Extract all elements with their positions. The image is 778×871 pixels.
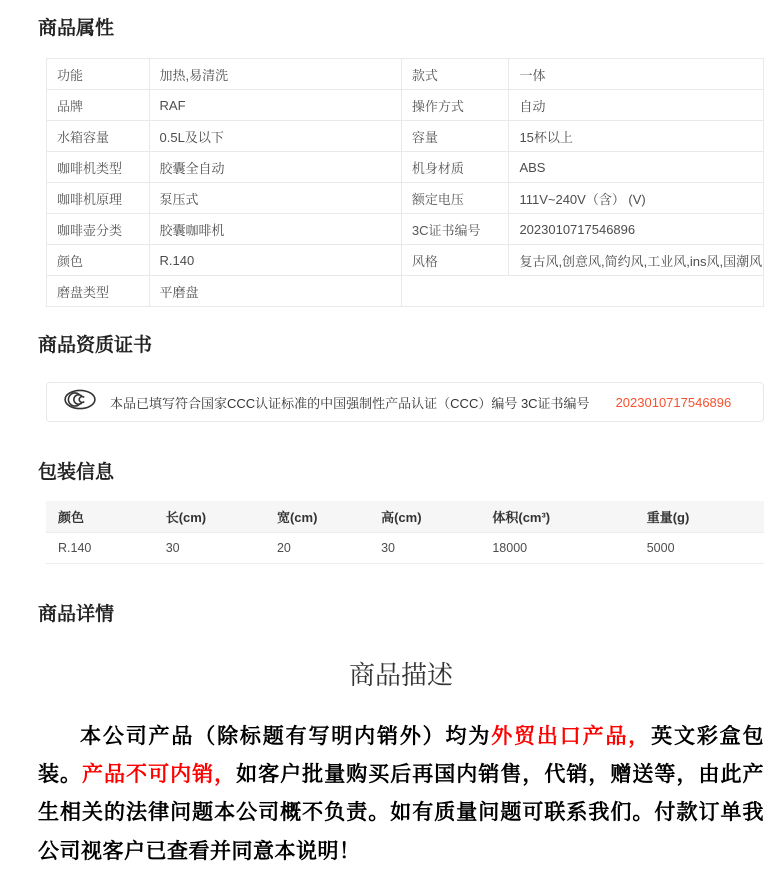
disclaimer-paragraph <box>38 718 764 871</box>
pack-cell-width: 20 <box>265 533 369 564</box>
attr-value: 胶囊全自动 <box>149 152 401 183</box>
attr-label: 咖啡机类型 <box>47 152 150 183</box>
attr-label: 品牌 <box>47 90 150 121</box>
attr-value: 泵压式 <box>149 183 401 214</box>
attr-value: 复古风,创意风,简约风,工业风,ins风,国潮风 <box>509 245 764 276</box>
attr-value: 自动 <box>509 90 764 121</box>
certificate-text: 本品已填写符合国家CCC认证标准的中国强制性产品认证（CCC）编号 3C证书编号 <box>110 395 590 411</box>
pack-cell-color: R.140 <box>46 533 154 564</box>
attr-value: 平磨盘 <box>149 276 401 307</box>
attr-label: 功能 <box>47 59 150 90</box>
column-header: 重量(g) <box>635 501 764 533</box>
column-header: 体积(cm³) <box>480 501 634 533</box>
certificate-card <box>46 382 764 422</box>
packaging-section-title: 包装信息 <box>38 462 115 483</box>
attr-label: 磨盘类型 <box>47 276 150 307</box>
disclaimer-text: 如客户批量购买后再国内销售，代销，赠送等，由此产生相关的法律问题本公司概不负责。如有质量问题可联系我们。付款订单我公司视客户已查看并同意本说明！ <box>38 763 764 863</box>
attr-label: 风格 <box>401 245 509 276</box>
table-row <box>47 152 764 183</box>
column-header: 长(cm) <box>154 501 265 533</box>
column-header: 高(cm) <box>369 501 480 533</box>
attributes-table <box>46 58 764 307</box>
attr-value: 2023010717546896 <box>509 214 764 245</box>
pack-cell-height: 30 <box>369 533 480 564</box>
attr-label: 颜色 <box>47 245 150 276</box>
table-row <box>47 121 764 152</box>
disclaimer-text: 本公司产品（除标题有写明内销外）均为 <box>80 725 492 748</box>
column-header: 颜色 <box>46 501 154 533</box>
packaging-table <box>46 501 764 564</box>
table-row <box>47 276 764 307</box>
description-heading: 商品描述 <box>348 660 453 690</box>
attr-value: RAF <box>149 90 401 121</box>
attr-value: 15杯以上 <box>509 121 764 152</box>
details-section-title: 商品详情 <box>38 604 115 625</box>
certificate-section-title: 商品资质证书 <box>38 335 153 356</box>
pack-cell-volume: 18000 <box>480 533 634 564</box>
pack-cell-weight: 5000 <box>635 533 764 564</box>
column-header: 宽(cm) <box>265 501 369 533</box>
table-row <box>47 90 764 121</box>
attr-value: R.140 <box>149 245 401 276</box>
attr-value: 胶囊咖啡机 <box>149 214 401 245</box>
ccc-certification-icon <box>64 389 96 415</box>
attr-label: 机身材质 <box>401 152 509 183</box>
attr-value: ABS <box>509 152 764 183</box>
certificate-number-link[interactable]: 2023010717546896 <box>615 394 732 410</box>
attr-label: 款式 <box>401 59 509 90</box>
table-row <box>47 59 764 90</box>
table-row <box>46 533 764 564</box>
attr-value: 0.5L及以下 <box>149 121 401 152</box>
attributes-section-title: 商品属性 <box>38 18 115 39</box>
attr-value: 一体 <box>509 59 764 90</box>
pack-cell-length: 30 <box>154 533 265 564</box>
disclaimer-highlight-export: 外贸出口产品， <box>491 725 652 748</box>
table-row <box>47 245 764 276</box>
table-header-row <box>46 501 764 533</box>
attr-label: 操作方式 <box>401 90 509 121</box>
attr-label: 咖啡机原理 <box>47 183 150 214</box>
attr-value: 加热,易清洗 <box>149 59 401 90</box>
attr-value: 111V~240V（含） (V) <box>509 183 764 214</box>
disclaimer-text: 英文彩盒包装。 <box>38 725 765 787</box>
table-row <box>47 183 764 214</box>
attr-empty-cell <box>401 276 763 307</box>
attr-label: 咖啡壶分类 <box>47 214 150 245</box>
table-row <box>47 214 764 245</box>
attr-label: 容量 <box>401 121 509 152</box>
attr-label: 水箱容量 <box>47 121 150 152</box>
attr-label: 额定电压 <box>401 183 509 214</box>
attr-label: 3C证书编号 <box>401 214 509 245</box>
disclaimer-highlight-no-domestic: 产品不可内销， <box>82 763 237 787</box>
